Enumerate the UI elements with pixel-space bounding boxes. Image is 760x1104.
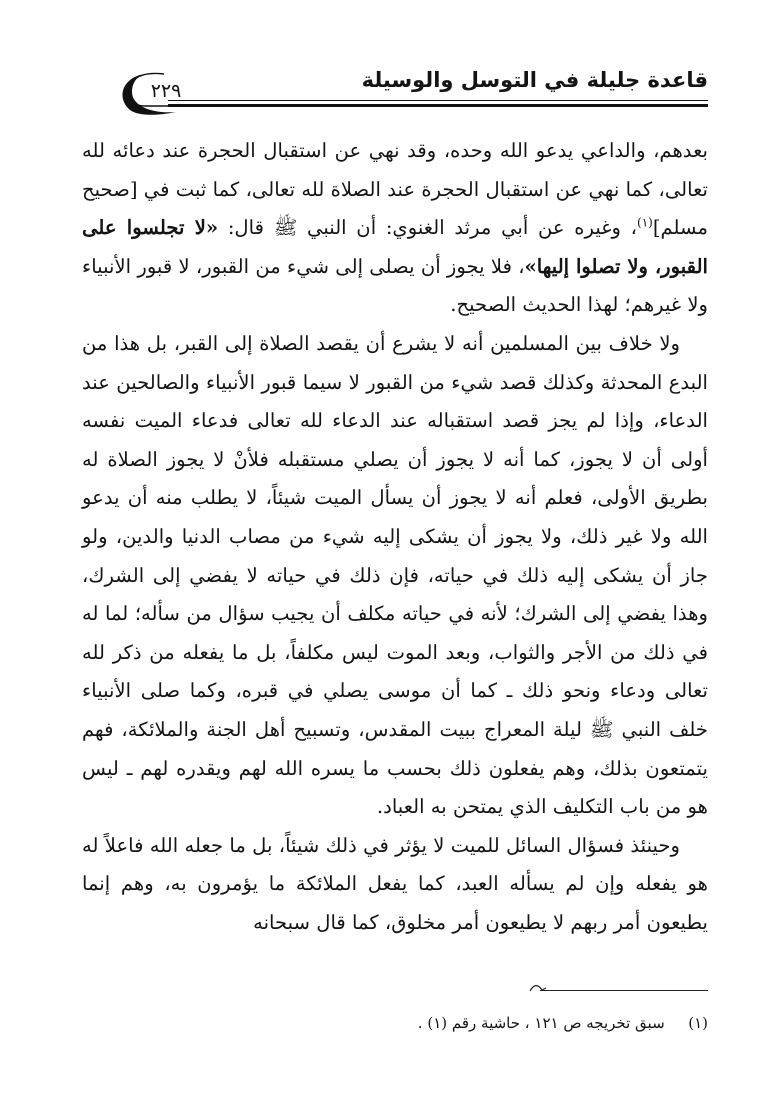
paragraph-1 [82,132,708,325]
paragraph-1-text-c: ، فلا يجوز أن يصلى إلى شيء من القبور، لا قبور الأنبياء ولا غيرهم؛ لهذا الحديث الصحيح. [82,254,708,317]
header-rule-thin [168,100,708,101]
main-text [82,132,708,942]
footnote-text: سبق تخريجه ص ١٢١ ، حاشية رقم (١) . [417,1014,665,1032]
paragraph-3: وحينئذ فسؤال السائل للميت لا يؤثر في ذلك شيئاً، بل ما جعله الله فاعلاً له هو يفعله وإن لم يسأله العبد، كما يفعل الملائكة ما يؤمرون به، وهم إنما يطيعون أمر ربهم لا يطيعون أمر مخلوق، كما قال سبحانه [82,833,708,934]
footnote [88,1012,708,1034]
footnote-marker: (١) [688,1014,708,1032]
running-title: قاعدة جليلة في التوسل والوسيلة [361,68,708,92]
paragraph-1-text-b: ، وغيره عن أبي مرثد الغنوي: أن النبي ﷺ قال: [218,216,638,240]
header-rule-thick [168,104,708,107]
footnote-rule [540,990,708,991]
page-number-frame [116,70,228,118]
footnote-flourish-icon [528,982,548,996]
paragraph-2: ولا خلاف بين المسلمين أنه لا يشرع أن يقصد الصلاة إلى القبر، بل هذا من البدع المحدثة وكذلك قصد شيء من القبور لا سيما قبور الأنبياء والصالحين عند الدعاء، وإذا لم يجز قصد استقباله عند الدعاء لله تعالى فدعاء الميت نفسه أولى أن لا يجوز، كما أنه لا يجوز أن يصلي مستقبله فلأنْ لا يجوز الصلاة له بطريق الأولى، فعلم أنه لا يجوز أن يسأل الميت شيئاً، لا يطلب منه أن يدعو الله ولا غير ذلك، ولا يجوز أن يشكى إليه شيء من مصاب الدنيا والدين، ولو جاز أن يشكى إليه ذلك في حياته، فإن ذلك في حياته لا يفضي إلى الشرك، وهذا يفضي إلى الشرك؛ لأنه في حياته مكلف أن يجيب سؤال من سأله؛ لما له في ذلك من الأجر والثواب، وبعد الموت ليس مكلفاً، بل ما يفعله من ذكر لله تعالى ودعاء ونحو ذلك ـ كما أن موسى يصلي في قبره، وكما صلى الأنبياء خلف النبي ﷺ ليلة المعراج ببيت المقدس، وتسبيح أهل الجنة والملائكة، فهم يتمتعون بذلك، وهم يفعلون ذلك بحسب ما يسره الله لهم ويقدره لهم ـ ليس هو من باب التكليف الذي يمتحن به العباد. [82,331,708,819]
page-number: ٢٢٩ [150,80,182,102]
paragraph-1-text-a: بعدهم، والداعي يدعو الله وحده، وقد نهي عن استقبال الحجرة عند دعائه لله تعالى، كما نهي عن استقبال الحجرة عند الصلاة لله تعالى، كما ثبت في [صحيح مسلم] [82,139,708,240]
hadith-quote: «لا تجلسوا على القبور، ولا تصلوا إليها» [82,216,708,278]
page-header [88,60,708,110]
footnote-ref: (١) [637,215,653,230]
